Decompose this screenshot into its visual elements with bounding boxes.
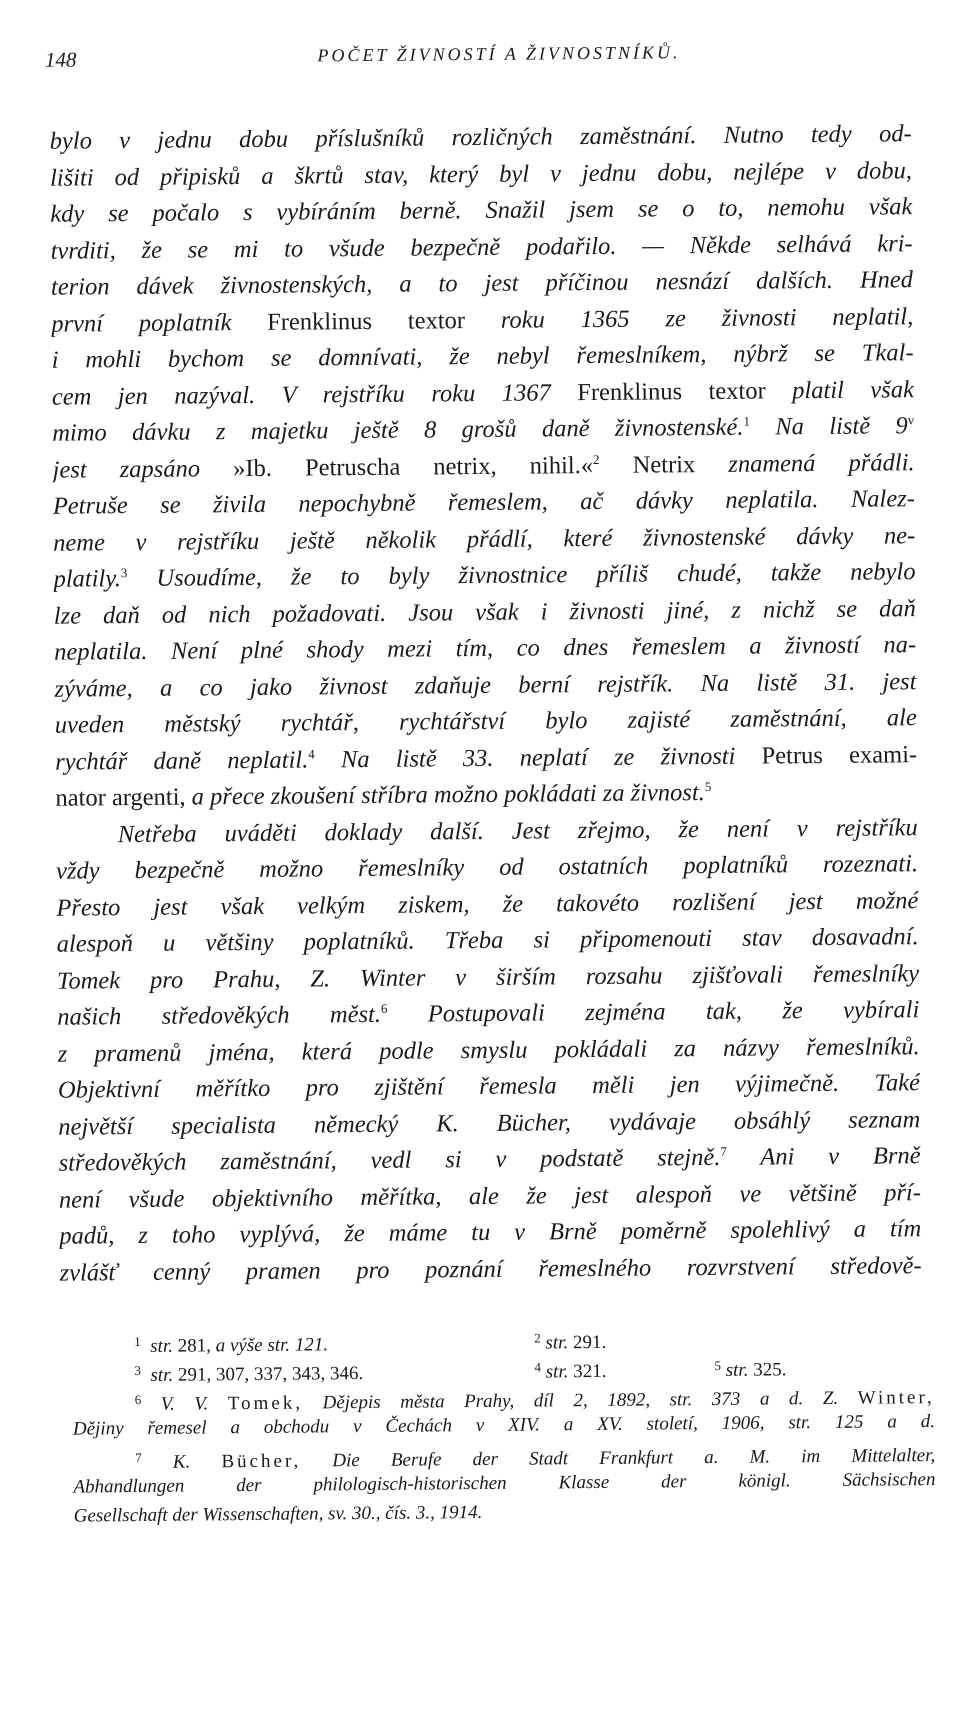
- page-number: 148: [44, 47, 77, 72]
- text-line: Přesto jest však velkým ziskem, že takovéto rozlišení jest možné: [56, 886, 919, 922]
- text-line: mimo dávku z majetku ještě 8 grošů daně živnostenské.$^1$ Na listě 9$^v$: [52, 412, 915, 447]
- footnote-ref: 6: [380, 1000, 388, 1016]
- text-line: neme v rejstříku ještě několik přádlí, které živnostenské dávky ne-: [53, 521, 916, 557]
- text-line: lze daň od nich požadovati. Jsou však i živnosti jiné, z nichž se daň: [53, 594, 916, 630]
- text-line: Netřeba uváděti doklady další. Jest zřejmo, že není v rejstříku: [117, 813, 918, 848]
- footnote-ref: 1: [743, 413, 750, 429]
- text-line: první poplatník Frenklinus textor roku 1365 ze živnosti neplatil,: [51, 302, 914, 338]
- text-line: tvrditi, že se mi to všude bezpečně podařilo. — Někde selhává kri-: [50, 229, 913, 265]
- text-line: kdy se počalo s vybíráním berně. Snažil jsem se o to, nemohu však: [50, 193, 913, 228]
- text-line: Tomek pro Prahu, Z. Winter v širším rozsahu zjišťovali řemeslníky: [56, 959, 920, 995]
- page-header: [45, 40, 913, 82]
- footnotes: [72, 1320, 936, 1531]
- footnote-line: Gesellschaft der Wissenschaften, sv. 30., čís. 3., 1914.: [73, 1502, 483, 1527]
- footnote-ref: 7: [720, 1143, 727, 1159]
- text-line: cem jen nazýval. V rejstříku roku 1367 Frenklinus textor platil však: [51, 375, 915, 411]
- text-line: středověkých zaměstnání, vedl si v podstatě stejně.$^7$ Ani v Brně: [58, 1142, 921, 1177]
- text-line: Petruše se živila nepochybně řemeslem, ač dávky neplatila. Nalez-: [52, 485, 915, 520]
- text-line: z pramenů jména, která podle smyslu pokládali za názvy řemeslníků.: [57, 1032, 920, 1068]
- footnote-ref: 5: [704, 778, 712, 795]
- footnote-ref: 2: [592, 451, 600, 467]
- body-text: [50, 116, 922, 1291]
- text-line: lišiti od připisků a škrtů stav, který byl v jednu dobu, nejlépe v dobu,: [49, 156, 913, 192]
- text-line: Objektivní měřítko pro zjištění řemesla měli jen výjimečně. Také: [57, 1069, 921, 1104]
- text-line: i mohli bychom se domnívati, že nebyl řemeslníkem, nýbrž se Tkal-: [51, 339, 914, 374]
- text-line: terion dávek živnostenských, a to jest příčinou nesnází dalších. Hned: [50, 266, 914, 301]
- footnote-line: $^7$ K. Bücher, Die Berufe der Stadt Frankfurt a. M. im Mittelalter,: [135, 1445, 936, 1473]
- text-line: zýváme, a co jako živnost zdaňuje berní rejstřík. Na listě 31. jest: [54, 667, 917, 703]
- footnote-line: $^3$ str. 291, 307, 337, 343, 346. $^4$ str. 321. $^5$ str. 325.: [134, 1357, 787, 1386]
- footnote-line: Dějiny řemesel a obchodu v Čechách v XIV. a XV. století, 1906, str. 125 a d.: [72, 1411, 936, 1440]
- text-line: platily.$^3$ Usoudíme, že to byly živnostnice příliš chudé, takže nebylo: [53, 558, 916, 593]
- text-line: největší specialista německý K. Bücher, vydávaje obsáhlý seznam: [58, 1105, 921, 1141]
- text-line: uveden městský rychtář, rychtářství bylo zajisté zaměstnání, ale: [54, 704, 917, 739]
- footnote-line: Abhandlungen der philologisch-historischen Klasse der königl. Sächsischen: [73, 1469, 936, 1498]
- footnote-ref: 3: [120, 565, 128, 581]
- text-line: jest zapsáno »Ib. Petruscha netrix, nihil.«$^2$ Netrix znamená přádli.: [52, 448, 915, 484]
- text-line: bylo v jednu dobu příslušníků rozličných zaměstnání. Nutno tedy od-: [49, 120, 912, 155]
- text-line: není všude objektivního měřítka, ale že jest alespoň ve většině pří-: [58, 1178, 922, 1214]
- text-line: neplatila. Není plné shody mezi tím, co dnes řemeslem a živností na-: [54, 631, 917, 666]
- text-line: našich středověkých měst.$^6$ Postupovali zejména tak, že vybírali: [57, 996, 920, 1031]
- footnote-line: $^6$ V. V. Tomek, Dějepis města Prahy, díl 2, 1892, str. 373 a d. Z. Winter,: [134, 1387, 935, 1415]
- text-line: rychtář daně neplatil.$^4$ Na listě 33. neplatí ze živnosti Petrus exami-: [55, 740, 918, 776]
- footnote-line: $^1$ str. 281, a výše str. 121. $^2$ str. 291.: [134, 1330, 607, 1357]
- text-line: nator argenti, a přece zkoušení stříbra možno pokládati za živnost.$^5$: [55, 778, 712, 812]
- text-line: zvlášť cenný pramen pro poznání řemeslného rozvrstvení středově-: [59, 1251, 922, 1287]
- text-line: alespoň u většiny poplatníků. Třeba si připomenouti stav dosavadní.: [56, 923, 919, 958]
- running-title: POČET ŽIVNOSTÍ A ŽIVNOSTNÍKŮ.: [317, 42, 681, 66]
- text-line: vždy bezpečně možno řemeslníky od ostatních poplatníků rozeznati.: [55, 850, 919, 885]
- text-line: padů, z toho vyplývá, že máme tu v Brně poměrně spolehlivý a tím: [59, 1215, 922, 1250]
- footnote-ref: 4: [308, 745, 315, 761]
